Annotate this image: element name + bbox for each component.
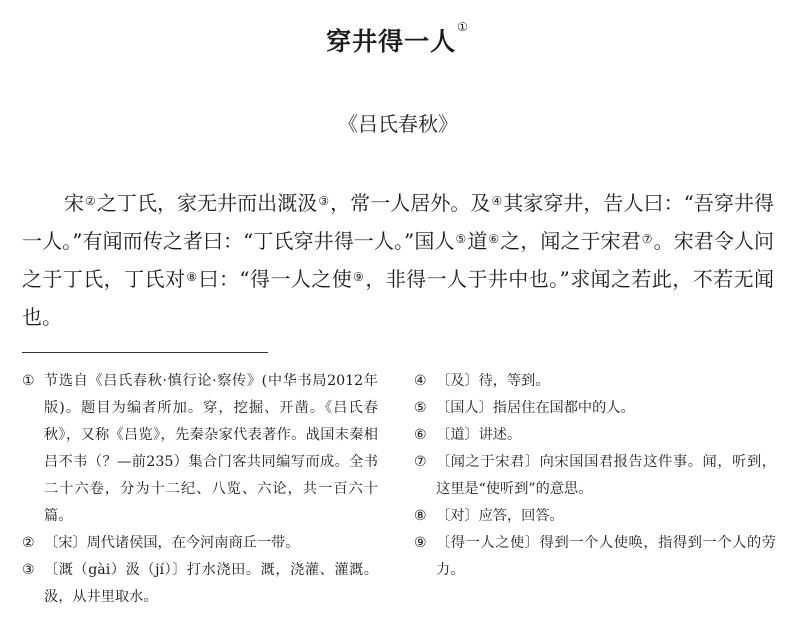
footnotes-left-column bbox=[22, 368, 378, 611]
passage-segment: 之，闻之于宋君 bbox=[500, 229, 641, 253]
passage-segment: ，非得一人于井中也。”求闻之若此，不若无闻也。 bbox=[22, 267, 774, 329]
footnote-item bbox=[414, 449, 776, 503]
passage-segment: ，常一人居外。及 bbox=[330, 191, 491, 215]
passage-segment: 之丁氏，家无井而出溉汲 bbox=[96, 191, 318, 215]
footnote-text: 〔宋〕周代诸侯国，在今河南商丘一带。 bbox=[44, 535, 300, 551]
footnote-number: ⑦ bbox=[414, 454, 427, 470]
source-subtitle: 《吕氏春秋》 bbox=[338, 112, 458, 136]
footnote-text: 〔道〕讲述。 bbox=[436, 427, 522, 443]
passage-segment: 曰：“得一人之使 bbox=[198, 267, 353, 291]
footnote-marker: ④ bbox=[491, 194, 503, 208]
footnote-text: 〔溉（gài）汲（jí）〕打水浇田。溉，浇灌、灌溉。汲，从井里取水。 bbox=[44, 562, 378, 605]
footnote-number: ③ bbox=[22, 562, 35, 578]
footnote-number: ⑥ bbox=[414, 427, 427, 443]
footnote-item bbox=[22, 557, 378, 611]
footnote-item bbox=[22, 530, 378, 557]
footnote-marker: ③ bbox=[318, 194, 330, 208]
footnote-text: 〔及〕待，等到。 bbox=[436, 373, 550, 389]
footnote-text: 节选自《吕氏春秋·慎行论·察传》(中华书局2012年版)。题目为编者所加。穿，挖掘、开凿。《吕氏春秋》，又称《吕览》，先秦杂家代表著作。战国末秦相吕不韦（？—前235）集合门客共同编写而成。全书二十六卷，分为十二纪、八览、六论，共一百六十篇。 bbox=[44, 373, 378, 524]
footnote-item bbox=[414, 368, 776, 395]
footnote-item bbox=[414, 530, 776, 584]
footnote-text: 〔对〕应答，回答。 bbox=[436, 508, 564, 524]
passage-segment: 其家穿井，告人曰：“吾穿井得一人。”有闻而传之者曰：“丁氏穿井得一人。”国人 bbox=[22, 191, 775, 253]
footnote-marker: ⑥ bbox=[488, 232, 500, 246]
footnote-item bbox=[22, 368, 378, 530]
footnote-item bbox=[414, 422, 776, 449]
footnote-divider bbox=[22, 352, 268, 353]
main-passage bbox=[22, 184, 774, 336]
page-title bbox=[0, 22, 796, 58]
footnote-marker: ⑦ bbox=[641, 232, 653, 246]
title-text: 穿井得一人 bbox=[326, 27, 457, 56]
footnote-number: ⑧ bbox=[414, 508, 427, 524]
title-footnote-marker: ① bbox=[457, 20, 469, 34]
footnote-marker: ⑤ bbox=[455, 232, 467, 246]
footnote-number: ④ bbox=[414, 373, 427, 389]
footnote-number: ② bbox=[22, 535, 35, 551]
footnote-marker: ⑨ bbox=[353, 270, 365, 284]
footnote-item bbox=[414, 503, 776, 530]
footnote-number: ⑨ bbox=[414, 535, 427, 551]
footnote-item bbox=[414, 395, 776, 422]
footnote-number: ⑤ bbox=[414, 400, 427, 416]
footnote-number: ① bbox=[22, 373, 35, 389]
passage-segment: 宋 bbox=[64, 191, 85, 215]
footnote-text: 〔闻之于宋君〕向宋国国君报告这件事。闻，听到，这里是“使听到”的意思。 bbox=[436, 454, 776, 497]
footnote-text: 〔国人〕指居住在国都中的人。 bbox=[436, 400, 635, 416]
passage-segment: 。宋君令人问之于丁氏，丁氏对 bbox=[22, 229, 775, 291]
footnote-marker: ⑧ bbox=[186, 270, 198, 284]
footnotes-right-column bbox=[414, 368, 776, 584]
passage-segment: 道 bbox=[467, 229, 488, 253]
footnote-text: 〔得一人之使〕得到一个人使唤，指得到一个人的劳力。 bbox=[436, 535, 776, 578]
footnote-marker: ② bbox=[85, 194, 96, 208]
